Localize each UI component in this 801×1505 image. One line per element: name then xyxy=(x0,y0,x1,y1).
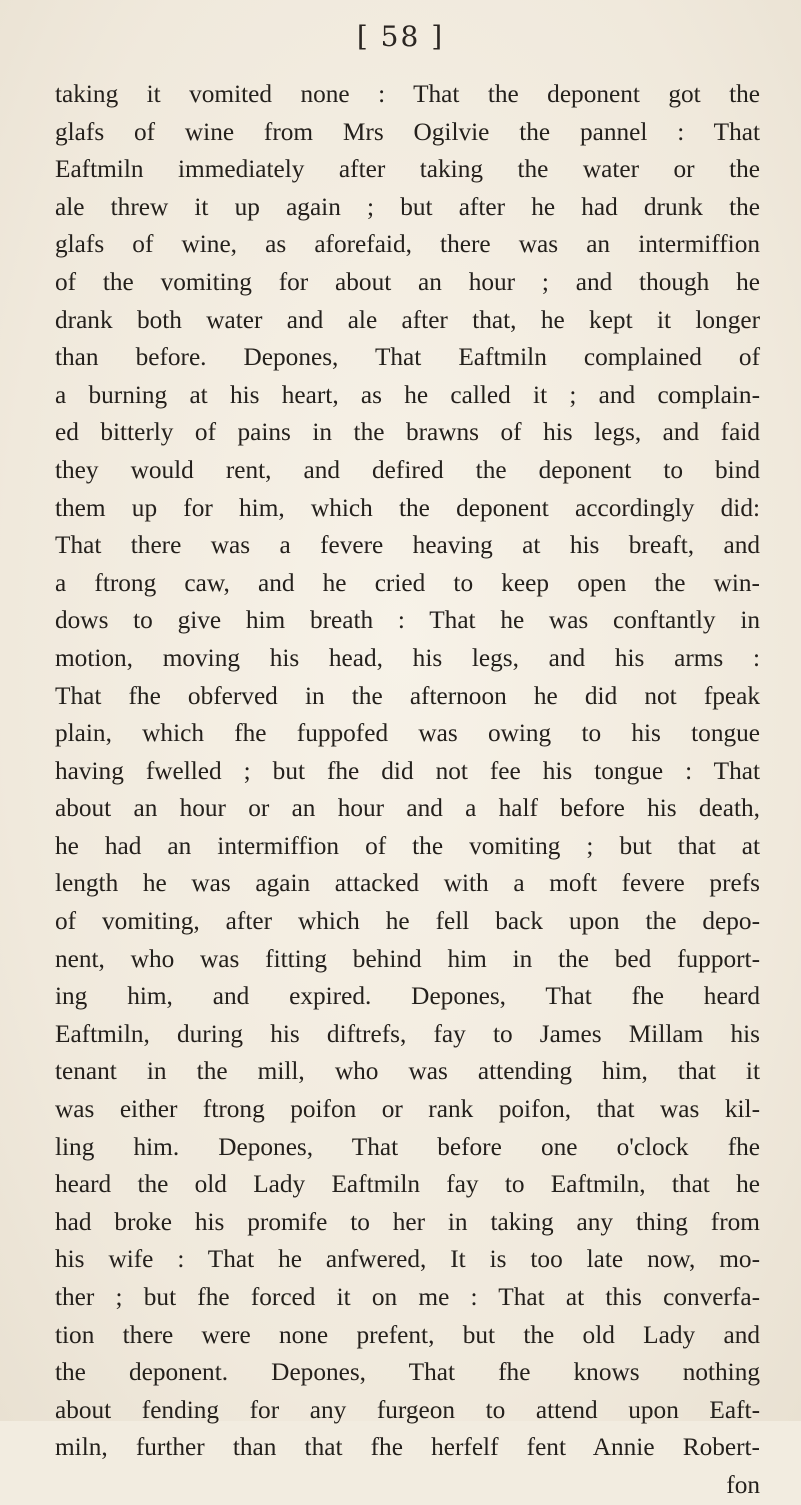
text-line: ther ; but fhe forced it on me : That at this converfa- xyxy=(55,1283,760,1311)
text-line: ling him. Depones, That before one o'clock fhe xyxy=(55,1132,760,1161)
text-line: he had an intermiffion of the vomiting ; but that at xyxy=(55,831,760,860)
text-line: ed bitterly of pains in the brawns of his legs, and faid xyxy=(55,418,760,447)
text-line: miln, further than that fhe herfelf fent Annie Robert- xyxy=(55,1433,760,1462)
text-line: the deponent. Depones, That fhe knows nothing xyxy=(55,1358,760,1387)
text-line: a burning at his heart, as he called it ; and complain- xyxy=(55,380,760,409)
text-line: of vomiting, after which he fell back upon the depo- xyxy=(55,907,760,936)
text-line: tenant in the mill, who was attending him, that it xyxy=(55,1057,760,1086)
text-line: motion, moving his head, his legs, and his arms : xyxy=(55,643,760,672)
text-line: his wife : That he anfwered, It is too late now, mo- xyxy=(55,1245,760,1274)
text-line: Eaftmiln, during his diftrefs, fay to James Millam his xyxy=(55,1019,760,1048)
text-line: was either ftrong poifon or rank poifon, that was kil- xyxy=(55,1095,760,1124)
text-line: ale threw it up again ; but after he had drunk the xyxy=(55,192,760,221)
text-line: Eaftmiln immediately after taking the water or the xyxy=(55,155,760,184)
text-line: tion there were none prefent, but the old Lady and xyxy=(55,1320,760,1349)
catchword: fon xyxy=(726,1470,760,1499)
text-line: of the vomiting for about an hour ; and though he xyxy=(55,267,760,296)
text-line: had broke his promife to her in taking any thing from xyxy=(55,1207,760,1236)
page-number: [ 58 ] xyxy=(356,20,445,53)
text-line: That there was a fevere heaving at his breaft, and xyxy=(55,531,760,560)
text-line: heard the old Lady Eaftmiln fay to Eaftmiln, that he xyxy=(55,1170,760,1199)
text-line: them up for him, which the deponent accordingly did: xyxy=(55,493,760,522)
text-line: taking it vomited none : That the deponent got the xyxy=(55,80,760,108)
text-line: about an hour or an hour and a half before his death, xyxy=(55,794,760,823)
text-line: having fwelled ; but fhe did not fee his tongue : That xyxy=(55,756,760,785)
text-line: a ftrong caw, and he cried to keep open the win- xyxy=(55,568,760,597)
body-text xyxy=(55,76,760,1505)
text-line: dows to give him breath : That he was conftantly in xyxy=(55,606,760,635)
text-line: than before. Depones, That Eaftmiln complained of xyxy=(55,343,760,372)
text-line: nent, who was fitting behind him in the bed fupport- xyxy=(55,944,760,973)
text-line: drank both water and ale after that, he kept it longer xyxy=(55,305,760,334)
text-line: glafs of wine, as aforefaid, there was an intermiffion xyxy=(55,230,760,259)
text-line: plain, which fhe fuppofed was owing to his tongue xyxy=(55,719,760,748)
text-line: glafs of wine from Mrs Ogilvie the pannel : That xyxy=(55,117,760,146)
text-line: ing him, and expired. Depones, That fhe heard xyxy=(55,982,760,1011)
text-line: about fending for any furgeon to attend upon Eaft- xyxy=(55,1395,760,1424)
text-line: length he was again attacked with a moft fevere prefs xyxy=(55,869,760,898)
text-line: That fhe obferved in the afternoon he did not fpeak xyxy=(55,681,760,710)
text-line: they would rent, and defired the deponent to bind xyxy=(55,455,760,484)
